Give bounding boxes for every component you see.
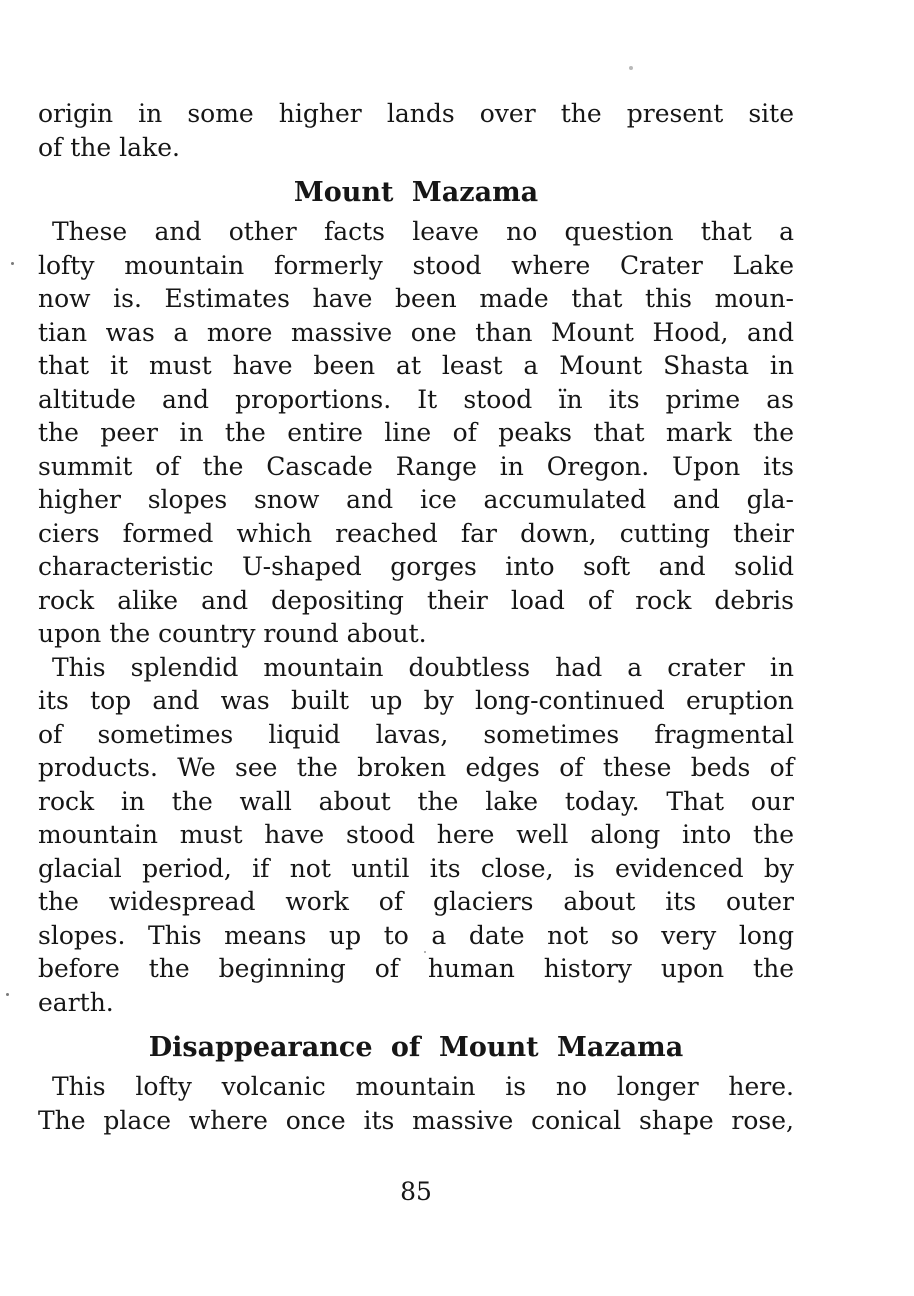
text-line: its top and was built up by long-continued eruption: [38, 686, 794, 715]
text-line: This lofty volcanic mountain is no longer here.: [52, 1072, 794, 1101]
text-line: upon the country round about.: [38, 619, 427, 648]
text-line: earth.: [38, 987, 114, 1017]
scan-speck: [11, 262, 14, 265]
text-line: of the lake.: [38, 132, 180, 162]
text-column: [38, 0, 794, 1137]
text-line: mountain must have stood here well along into the: [38, 820, 794, 849]
section-heading: Mount Mazama: [293, 177, 539, 208]
text-line: tian was a more massive one than Mount Hood, and: [38, 317, 794, 347]
text-line: rock alike and depositing their load of rock debris: [38, 585, 794, 615]
text-line: of sometimes liquid lavas, sometimes fragmental: [38, 719, 794, 749]
text-line: ciers formed which reached far down, cutting their: [38, 518, 794, 548]
text-line: origin in some higher lands over the present site: [38, 99, 794, 128]
text-line: the widespread work of glaciers about its outer: [38, 887, 794, 916]
paragraph: [38, 97, 794, 164]
scan-speck: [424, 951, 426, 953]
page-number: 85: [400, 1177, 432, 1206]
section-heading: Disappearance of Mount Mazama: [148, 1032, 684, 1063]
text-line: rock in the wall about the lake today. That our: [38, 786, 794, 816]
text-line: This splendid mountain doubtless had a crater in: [52, 652, 794, 682]
text-line: glacial period, if not until its close, is evidenced by: [38, 853, 794, 883]
text-line: higher slopes snow and ice accumulated and gla-: [38, 485, 794, 514]
text-line: lofty mountain formerly stood where Crater Lake: [38, 250, 794, 280]
scan-speck: [629, 66, 633, 70]
text-line: the peer in the entire line of peaks that mark the: [38, 418, 794, 447]
text-line: The place where once its massive conical shape rose,: [38, 1105, 794, 1135]
text-line: products. We see the broken edges of these beds of: [38, 753, 794, 782]
paragraph: [38, 651, 794, 1020]
paragraph: [38, 215, 794, 651]
text-line: now is. Estimates have been made that this moun-: [38, 284, 794, 313]
scan-speck: [6, 993, 9, 996]
text-line: characteristic U-shaped gorges into soft and solid: [38, 552, 794, 581]
text-line: that it must have been at least a Mount Shasta in: [38, 351, 794, 380]
text-line: These and other facts leave no question that a: [52, 217, 794, 246]
paragraph: [38, 1070, 794, 1137]
text-line: summit of the Cascade Range in Oregon. Upon its: [38, 451, 794, 481]
text-line: altitude and proportions. It stood ïn its prime as: [38, 384, 794, 414]
text-line: slopes. This means up to a date not so very long: [38, 920, 794, 950]
text-line: before the beginning of human history upon the: [38, 954, 794, 983]
